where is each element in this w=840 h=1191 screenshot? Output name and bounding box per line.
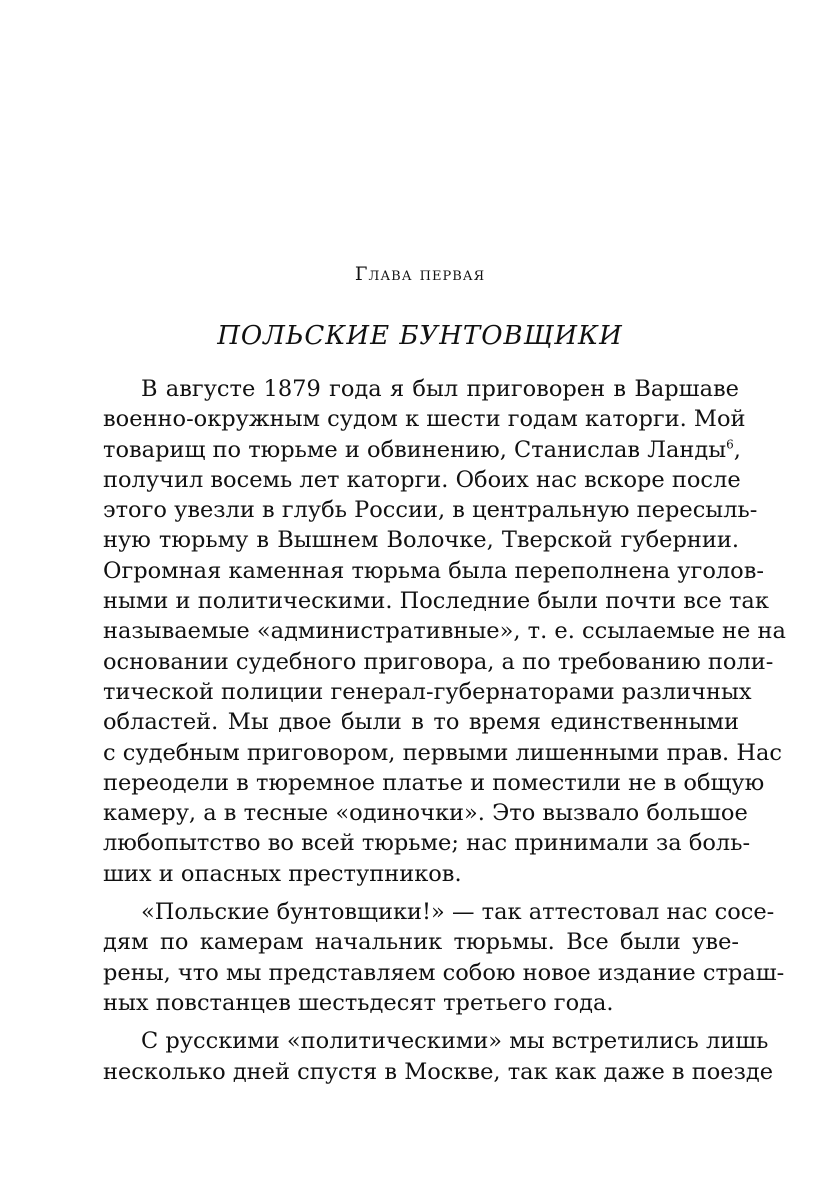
paragraph-2 — [103, 897, 785, 1018]
text-line: ную тюрьму в Вышнем Волочке, Тверской губернии. — [103, 527, 739, 554]
text-line: получил восемь лет каторги. Обоих нас вскоре после — [103, 466, 741, 493]
text-line: называемые «административные», т. е. ссылаемые не на — [103, 618, 786, 645]
text-line-content: товарищ по тюрьме и обвинению, Станислав Ланды — [103, 436, 727, 463]
text-line: ными и политическими. Последние были почти все так — [103, 588, 769, 615]
text-line: ших и опасных преступников. — [103, 860, 462, 887]
body-text — [103, 374, 786, 1087]
text-line: областей. Мы двое были в то время единственными — [103, 709, 739, 736]
text-line: Огромная каменная тюрьма была переполнена уголов- — [103, 557, 764, 584]
text-line: с судебным приговором, первыми лишенными прав. Нас — [103, 739, 782, 766]
chapter-label: Глава первая — [354, 263, 486, 285]
chapter-title: ПОЛЬСКИЕ БУНТОВЩИКИ — [217, 321, 623, 351]
text-line: товарищ по тюрьме и обвинению, Станислав Ланды$^6$, — [103, 436, 741, 463]
text-line: рены, что мы представляем собою новое издание страш- — [103, 959, 785, 986]
text-line: дям по камерам начальник тюрьмы. Все были уве- — [103, 929, 739, 956]
text-line: камеру, а в тесные «одиночки». Это вызвало большое — [103, 800, 748, 827]
paragraph-1 — [103, 374, 786, 889]
text-line: ных повстанцев шестьдесят третьего года. — [103, 989, 614, 1016]
text-line: В августе 1879 года я был приговорен в Варшаве — [141, 376, 739, 402]
text-line: основании судебного приговора, а по требованию поли- — [103, 648, 774, 675]
text-line: военно-окружным судом к шести годам каторги. Мой — [103, 406, 746, 433]
paragraph-3 — [103, 1026, 774, 1087]
text-line: несколько дней спустя в Москве, так как даже в поезде — [103, 1058, 774, 1085]
footnote-mark: 6 — [726, 437, 734, 452]
text-line: С русскими «политическими» мы встретились лишь — [141, 1028, 769, 1055]
text-line: этого увезли в глубь России, в центральную пересыль- — [103, 497, 758, 524]
text-line: тической полиции генерал-губернаторами различных — [103, 678, 752, 705]
text-line: переодели в тюремное платье и поместили не в общую — [103, 769, 765, 796]
text-line: любопытство во всей тюрьме; нас принимали за боль- — [103, 830, 751, 857]
text-line: «Польские бунтовщики!» — так аттестовал нас сосе- — [141, 899, 775, 926]
